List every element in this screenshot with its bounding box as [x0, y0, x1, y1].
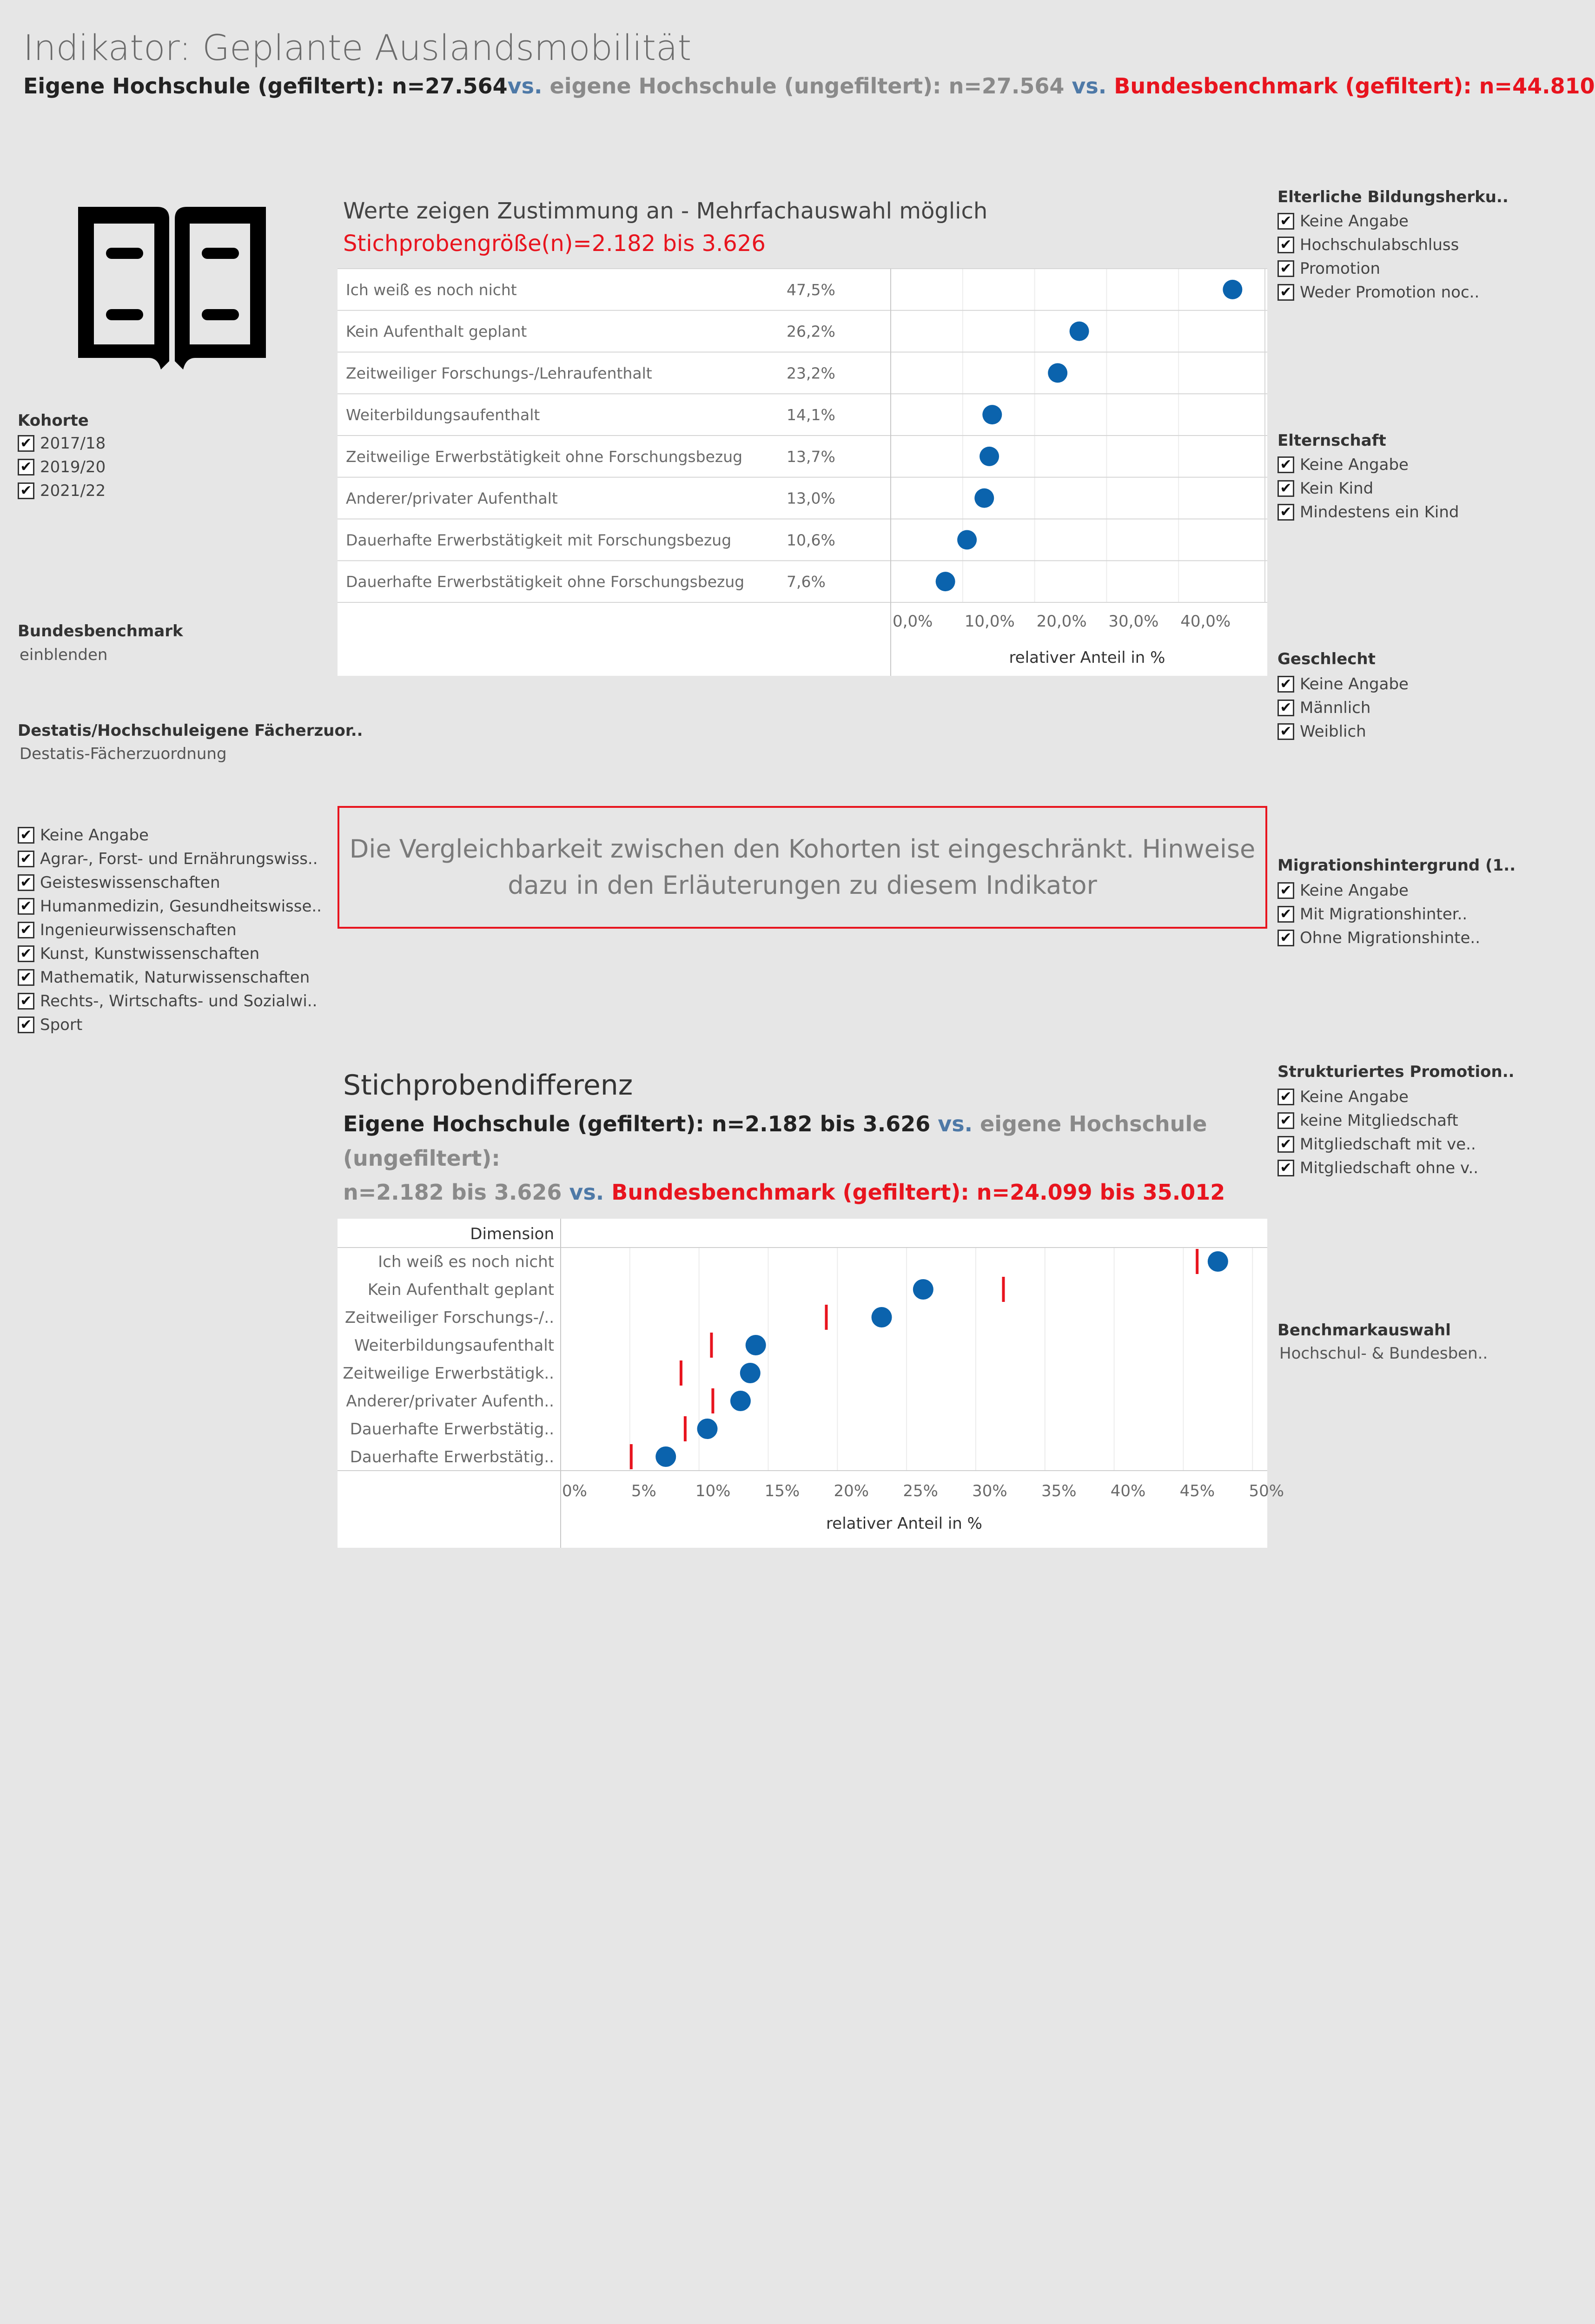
chart1-data-point [1223, 280, 1242, 299]
chart2-x-tick-label: 50% [1249, 1482, 1284, 1500]
chart2-category-label: Kein Aufenthalt geplant [367, 1281, 554, 1299]
checkbox-icon[interactable]: ✔ [18, 435, 34, 452]
chart2-data-point [913, 1279, 933, 1300]
checkbox-icon[interactable]: ✔ [18, 898, 34, 915]
page-title: Indikator: Geplante Auslandsmobilität [23, 27, 692, 68]
chart2-title: Stichprobendifferenz [343, 1069, 633, 1102]
filter-migration-title: Migrationshintergrund (1.. [1277, 856, 1516, 875]
checkbox-icon[interactable]: ✔ [18, 851, 34, 867]
chart1-value-label: 7,6% [787, 573, 826, 591]
chart2-data-point [746, 1335, 766, 1355]
filter-eltern-bildung [1277, 209, 1496, 304]
chart2-data-point [730, 1391, 751, 1411]
chart1-data-point [980, 447, 999, 466]
chart1-x-tick-label: 0,0% [893, 612, 933, 631]
filter-elternschaft-title: Elternschaft [1277, 431, 1386, 450]
filter-promotion-item[interactable]: ✔ Mitgliedschaft ohne v.. [1277, 1156, 1496, 1180]
chart2-subtitle-line-2: n=2.182 bis 3.626 vs. Bundesbenchmark (gefiltert): n=24.099 bis 35.012 [343, 1180, 1225, 1205]
chart2-data-point [697, 1419, 718, 1439]
chart1-category-label: Weiterbildungsaufenthalt [346, 406, 540, 424]
filter-kohorte-item[interactable]: ✔ 2021/22 [18, 479, 324, 502]
chart2-panel [338, 1219, 1284, 1548]
chart2-category-label: Zeitweilige Erwerbstätigk.. [343, 1364, 554, 1383]
checkbox-icon[interactable]: ✔ [1277, 676, 1294, 693]
checkbox-icon[interactable]: ✔ [18, 922, 34, 938]
filter-eltern-bildung-item[interactable]: ✔ Promotion [1277, 257, 1496, 280]
subtitle-own: Eigene Hochschule (gefiltert): n=27.564 [23, 73, 508, 99]
filter-geschlecht [1277, 672, 1496, 743]
filter-faecher-item[interactable]: ✔ Geisteswissenschaften [18, 871, 324, 894]
filter-migration-item[interactable]: ✔ Mit Migrationshinter.. [1277, 902, 1496, 926]
filter-faecher-item[interactable]: ✔ Ingenieurwissenschaften [18, 918, 324, 942]
chart1-value-label: 13,0% [787, 489, 835, 508]
chart1-data-point [974, 489, 994, 508]
chart1-header [343, 195, 1268, 260]
note-line-1: Die Vergleichbarkeit zwischen den Kohorten ist eingeschränkt. Hinweise [349, 834, 1256, 864]
chart1-data-point [1070, 322, 1089, 341]
chart2-x-tick-label: 35% [1041, 1482, 1077, 1500]
filter-migration-item[interactable]: ✔ Ohne Migrationshinte.. [1277, 926, 1496, 950]
checkbox-icon[interactable]: ✔ [18, 482, 34, 499]
filter-faecher-item[interactable]: ✔ Mathematik, Naturwissenschaften [18, 965, 324, 989]
filter-faecher-title: Destatis/Hochschuleigene Fächerzuor.. [18, 721, 363, 740]
filter-faecher-item[interactable]: ✔ Agrar-, Forst- und Ernährungswiss.. [18, 847, 324, 871]
checkbox-icon[interactable]: ✔ [1277, 723, 1294, 740]
chart2-data-point [740, 1363, 761, 1383]
checkbox-icon[interactable]: ✔ [1277, 906, 1294, 923]
filter-elternschaft [1277, 453, 1496, 524]
filter-elternschaft-item[interactable]: ✔ Kein Kind [1277, 476, 1496, 500]
filter-promotion-item[interactable]: ✔ keine Mitgliedschaft [1277, 1109, 1496, 1132]
chart2-category-label: Anderer/privater Aufenth.. [346, 1392, 554, 1411]
chart2-data-point [872, 1307, 892, 1327]
chart2-subtitle-line-1: Eigene Hochschule (gefiltert): n=2.182 bis 3.626 vs. eigene Hochschule (ungefiltert): [343, 1111, 1207, 1171]
chart1-value-label: 10,6% [787, 531, 835, 549]
checkbox-icon[interactable]: ✔ [1277, 700, 1294, 716]
filter-bundesbenchmark-title: Bundesbenchmark [18, 622, 183, 640]
filter-faecher-item[interactable]: ✔ Sport [18, 1013, 324, 1037]
filter-elternschaft-item[interactable]: ✔ Keine Angabe [1277, 453, 1496, 476]
subtitle-unfiltered: eigene Hochschule (ungefiltert): n=27.564 [542, 73, 1072, 99]
chart1-data-point [1048, 363, 1067, 383]
chart2-x-tick-label: 5% [631, 1482, 656, 1500]
chart2-x-tick-label: 40% [1110, 1482, 1146, 1500]
filter-benchmark-dropdown[interactable]: Hochschul- & Bundesben.. [1279, 1344, 1488, 1363]
chart1-x-tick-label: 30,0% [1108, 612, 1159, 631]
filter-bundesbenchmark-dropdown[interactable]: einblenden [20, 646, 108, 664]
chart1-x-tick-label: 20,0% [1036, 612, 1087, 631]
filter-geschlecht-item[interactable]: ✔ Keine Angabe [1277, 672, 1496, 696]
checkbox-icon[interactable]: ✔ [1277, 930, 1294, 946]
chart1-category-label: Anderer/privater Aufenthalt [346, 489, 558, 508]
checkbox-icon[interactable]: ✔ [1277, 1136, 1294, 1153]
chart1-data-point [936, 572, 955, 591]
subtitle-vs-1: vs. [507, 73, 543, 99]
filter-benchmark-title: Benchmarkauswahl [1277, 1321, 1451, 1340]
filter-geschlecht-item[interactable]: ✔ Weiblich [1277, 720, 1496, 743]
filter-promotion [1277, 1085, 1496, 1180]
filter-faecher-list [18, 823, 324, 1037]
checkbox-icon[interactable]: ✔ [18, 1017, 34, 1033]
checkbox-icon[interactable]: ✔ [1277, 504, 1294, 521]
chart2-data-point [655, 1446, 676, 1467]
chart2-x-tick-label: 15% [764, 1482, 800, 1500]
subtitle-benchmark: Bundesbenchmark (gefiltert): n=44.810 [1106, 73, 1595, 99]
checkbox-icon[interactable]: ✔ [18, 459, 34, 475]
chart1-value-label: 26,2% [787, 322, 835, 341]
chart1-value-label: 13,7% [787, 447, 835, 466]
checkbox-icon[interactable]: ✔ [1277, 1089, 1294, 1105]
chart1-sample-size: Stichprobengröße(n)=2.182 bis 3.626 [343, 230, 766, 257]
chart1-value-label: 47,5% [787, 280, 835, 299]
chart1-category-label: Zeitweiliger Forschungs-/Lehraufenthalt [346, 364, 652, 383]
checkbox-icon[interactable]: ✔ [18, 993, 34, 1010]
filter-geschlecht-item[interactable]: ✔ Männlich [1277, 696, 1496, 720]
filter-eltern-bildung-item[interactable]: ✔ Keine Angabe [1277, 209, 1496, 233]
filter-eltern-bildung-item[interactable]: ✔ Hochschulabschluss [1277, 233, 1496, 257]
filter-elternschaft-item[interactable]: ✔ Mindestens ein Kind [1277, 500, 1496, 524]
chart1-data-point [957, 530, 977, 549]
chart2-data-point [1208, 1251, 1228, 1272]
chart1-category-label: Kein Aufenthalt geplant [346, 322, 527, 341]
filter-kohorte-item[interactable]: ✔ 2017/18 [18, 431, 324, 455]
filter-migration-item[interactable]: ✔ Keine Angabe [1277, 878, 1496, 902]
chart1-plot [338, 269, 1267, 676]
open-book-icon [70, 198, 274, 379]
chart1-value-label: 14,1% [787, 406, 835, 424]
checkbox-icon[interactable]: ✔ [1277, 456, 1294, 473]
checkbox-icon[interactable]: ✔ [1277, 237, 1294, 253]
chart1-value-label: 23,2% [787, 364, 835, 383]
filter-kohorte [18, 431, 324, 502]
filter-faecher-dropdown[interactable]: Destatis-Fächerzuordnung [20, 745, 227, 763]
filter-promotion-title: Strukturiertes Promotion.. [1277, 1063, 1515, 1081]
subtitle-vs-2: vs. [1072, 73, 1107, 99]
filter-migration [1277, 878, 1496, 950]
filter-faecher-item[interactable]: ✔ Keine Angabe [18, 823, 324, 847]
checkbox-icon[interactable]: ✔ [1277, 260, 1294, 277]
filter-faecher-item[interactable]: ✔ Kunst, Kunstwissenschaften [18, 942, 324, 965]
checkbox-icon[interactable]: ✔ [1277, 1112, 1294, 1129]
chart1-category-label: Zeitweilige Erwerbstätigkeit ohne Forschungsbezug [346, 447, 743, 466]
chart2-dimension-header: Dimension [470, 1225, 554, 1243]
chart2-x-tick-label: 0% [562, 1482, 587, 1500]
checkbox-icon[interactable]: ✔ [1277, 284, 1294, 301]
chart1-category-label: Ich weiß es noch nicht [346, 280, 517, 299]
filter-eltern-bildung-item[interactable]: ✔ Weder Promotion noc.. [1277, 280, 1496, 304]
chart1-x-tick-label: 10,0% [964, 612, 1015, 631]
filter-kohorte-title: Kohorte [18, 411, 89, 430]
checkbox-icon[interactable]: ✔ [1277, 1160, 1294, 1176]
chart2-x-tick-label: 45% [1179, 1482, 1215, 1500]
checkbox-icon[interactable]: ✔ [18, 969, 34, 986]
chart2-x-tick-label: 25% [903, 1482, 938, 1500]
chart2-x-tick-label: 20% [834, 1482, 869, 1500]
chart1-header-text: Werte zeigen Zustimmung an - Mehrfachauswahl möglich [343, 198, 988, 224]
chart2-category-label: Weiterbildungsaufenthalt [354, 1336, 554, 1355]
chart2-x-tick-label: 10% [695, 1482, 731, 1500]
page-subtitle [23, 73, 1595, 99]
filter-kohorte-item[interactable]: ✔ 2019/20 [18, 455, 324, 479]
chart2-x-axis-label: relativer Anteil in % [826, 1514, 982, 1533]
checkbox-icon[interactable]: ✔ [18, 874, 34, 891]
filter-promotion-item[interactable]: ✔ Mitgliedschaft mit ve.. [1277, 1132, 1496, 1156]
chart2-plot [338, 1219, 1284, 1548]
chart1-x-axis-label: relativer Anteil in % [1009, 648, 1165, 667]
checkbox-icon[interactable]: ✔ [1277, 882, 1294, 899]
chart1-category-label: Dauerhafte Erwerbstätigkeit mit Forschungsbezug [346, 531, 732, 549]
chart2-x-tick-label: 30% [972, 1482, 1007, 1500]
filter-eltern-bildung-title: Elterliche Bildungsherku.. [1277, 188, 1509, 206]
checkbox-icon[interactable]: ✔ [18, 945, 34, 962]
filter-geschlecht-title: Geschlecht [1277, 650, 1376, 668]
filter-faecher-item[interactable]: ✔ Rechts-, Wirtschafts- und Sozialwi.. [18, 989, 324, 1013]
chart2-category-label: Ich weiß es noch nicht [378, 1253, 554, 1271]
checkbox-icon[interactable]: ✔ [18, 827, 34, 844]
chart2-category-label: Dauerhafte Erwerbstätig.. [350, 1420, 554, 1439]
chart2-category-label: Dauerhafte Erwerbstätig.. [350, 1448, 554, 1466]
checkbox-icon[interactable]: ✔ [1277, 480, 1294, 497]
chart1-category-label: Dauerhafte Erwerbstätigkeit ohne Forschungsbezug [346, 573, 745, 591]
filter-promotion-item[interactable]: ✔ Keine Angabe [1277, 1085, 1496, 1109]
filter-faecher-item[interactable]: ✔ Humanmedizin, Gesundheitswisse.. [18, 894, 324, 918]
note-line-2: dazu in den Erläuterungen zu diesem Indikator [508, 871, 1097, 900]
comparability-note [338, 806, 1267, 929]
checkbox-icon[interactable]: ✔ [1277, 213, 1294, 230]
chart1-x-tick-label: 40,0% [1180, 612, 1231, 631]
chart1-data-point [982, 405, 1002, 424]
chart2-category-label: Zeitweiliger Forschungs-/.. [344, 1308, 554, 1327]
chart2-subtitle [343, 1107, 1273, 1210]
chart1-panel [338, 269, 1267, 676]
